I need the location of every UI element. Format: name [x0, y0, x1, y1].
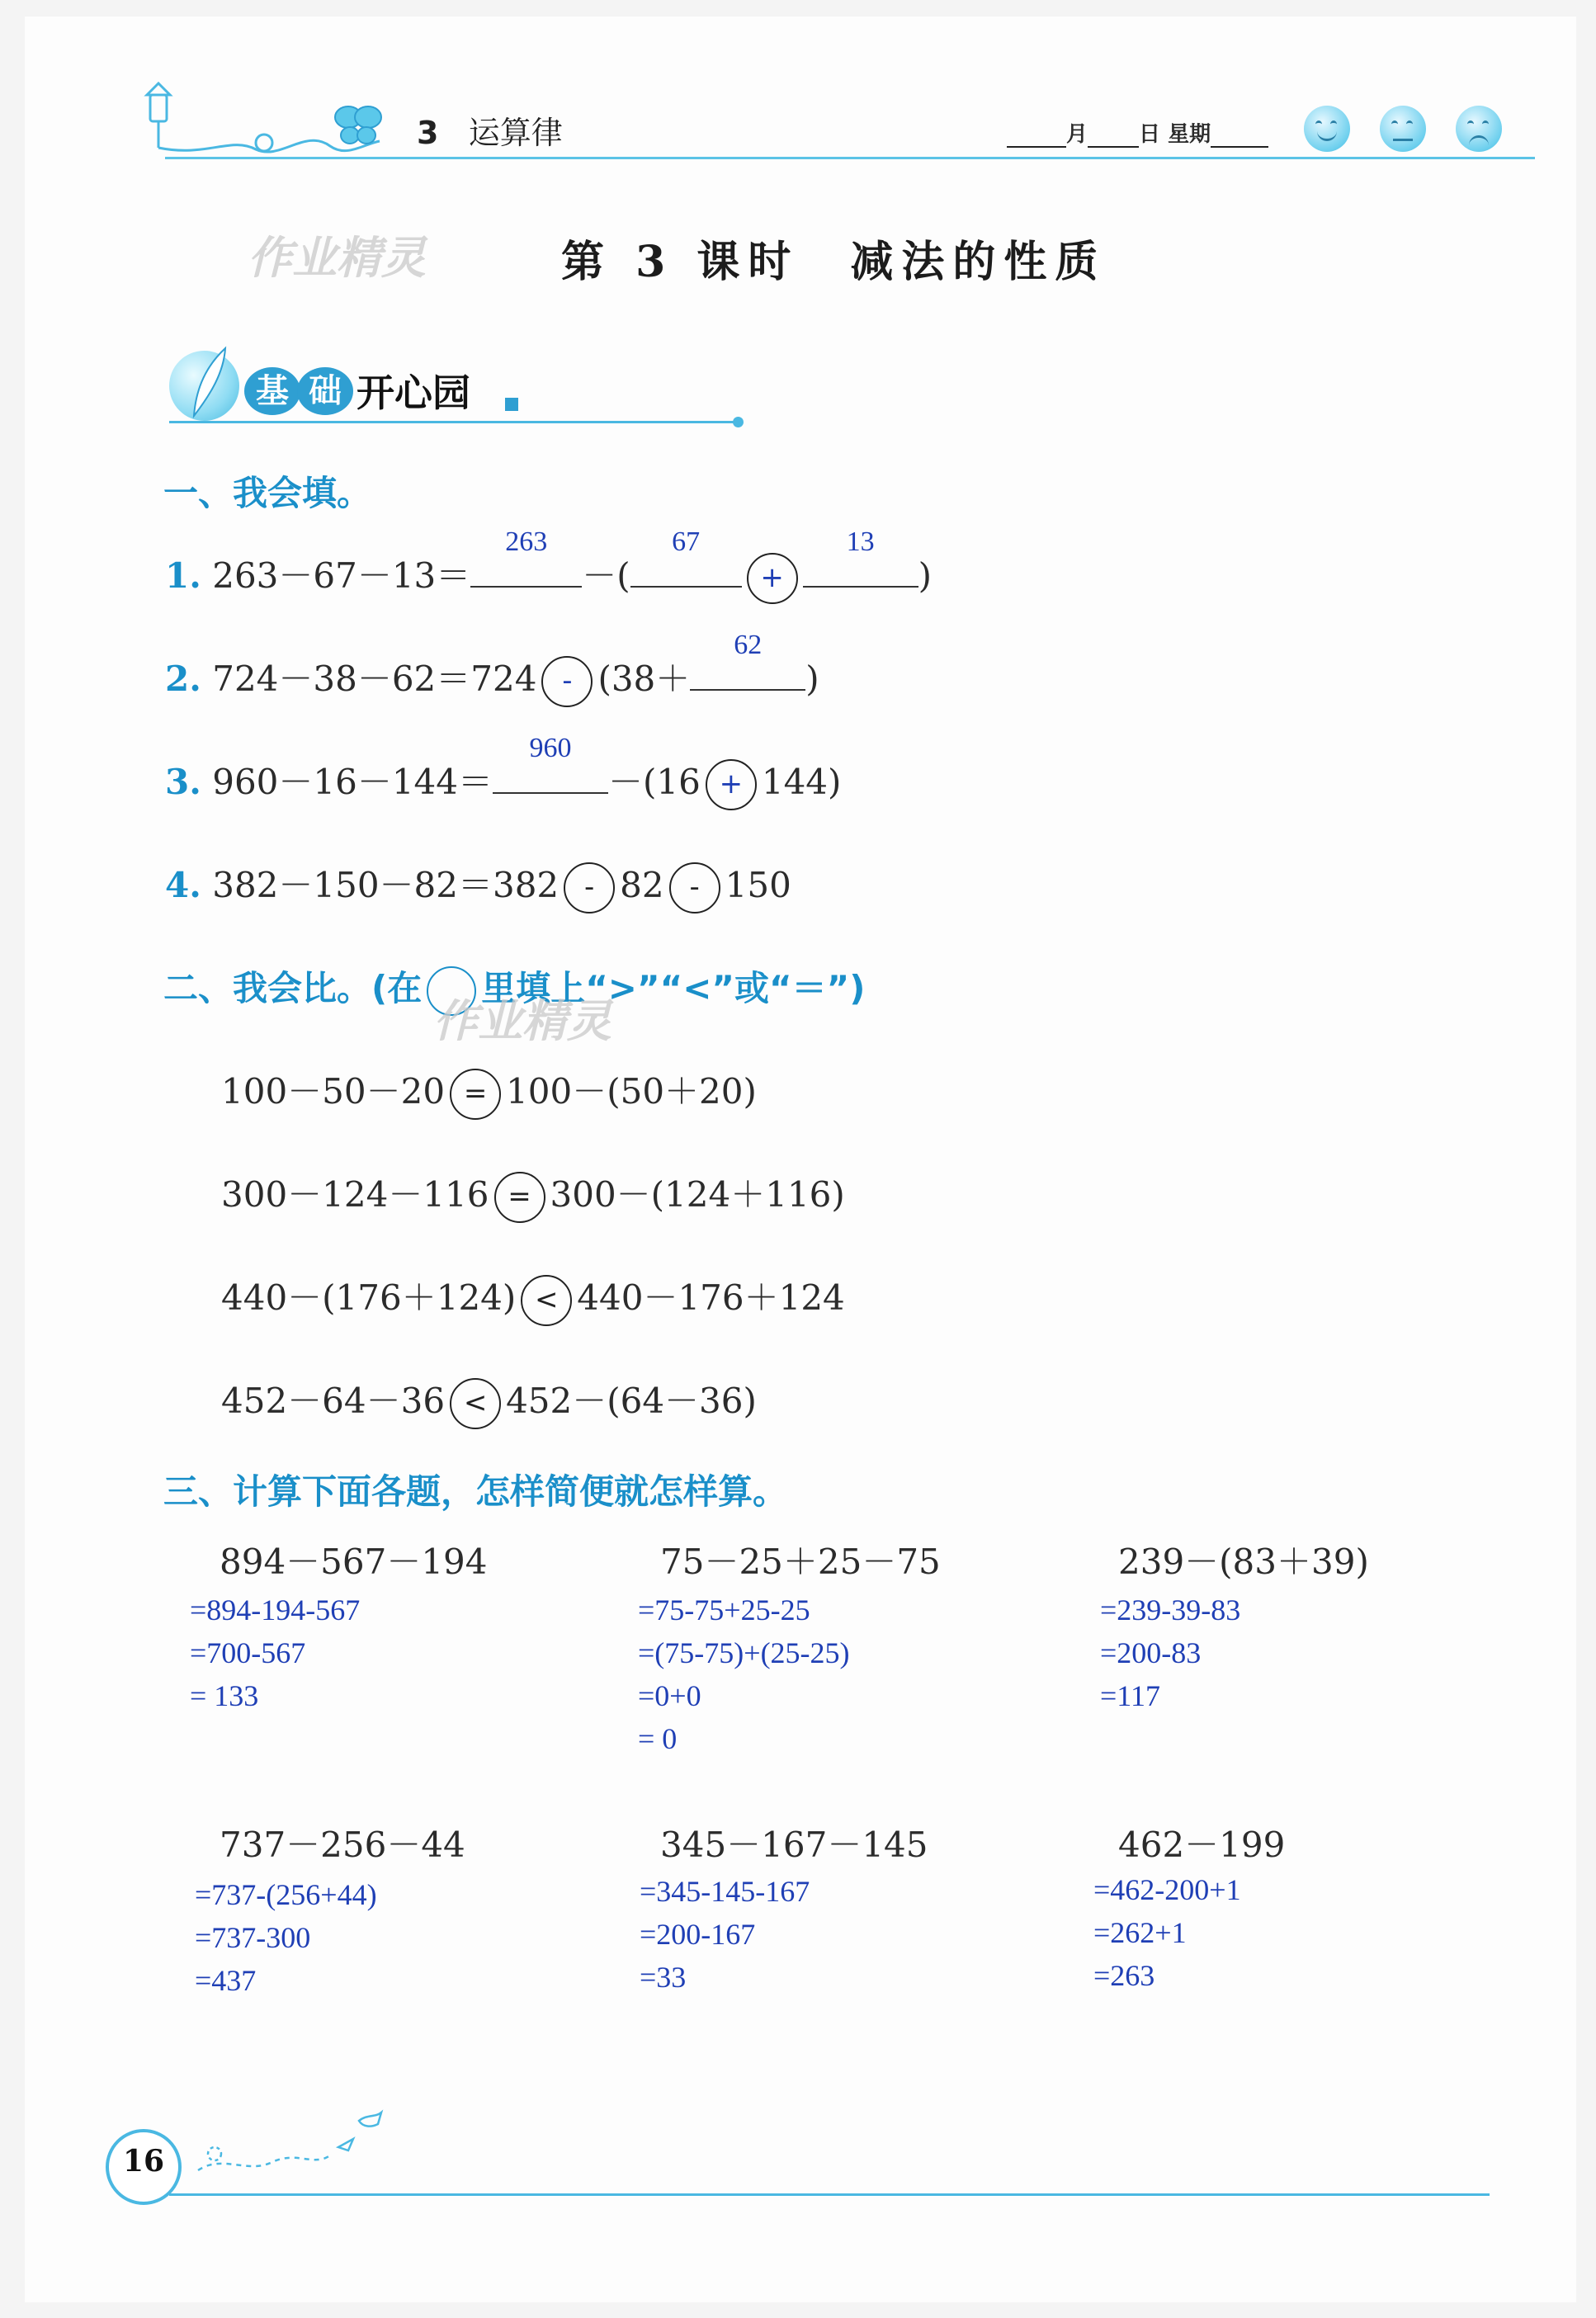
answer-blank[interactable] — [630, 526, 742, 588]
solution-step: =0+0 — [638, 1679, 701, 1712]
solution-step: =(75-75)+(25-25) — [638, 1636, 850, 1669]
mood-happy-icon[interactable] — [1304, 106, 1350, 152]
compare-right: 452－(64－36) — [506, 1381, 757, 1421]
solution-step: =117 — [1100, 1679, 1160, 1712]
banner-underline — [169, 421, 739, 423]
compare-right: 100－(50＋20) — [506, 1071, 757, 1112]
compare-left: 440－(176＋124) — [221, 1277, 517, 1318]
month-label: 月 — [1066, 122, 1088, 147]
problem-expression: 894－567－194 — [220, 1541, 488, 1582]
expression-text: 724－38－62＝724 — [212, 659, 537, 699]
solution-step: =263 — [1093, 1959, 1155, 1992]
expression-text: 150 — [725, 865, 791, 905]
answer-text: 67 — [672, 526, 701, 557]
watermark: 作业精灵 — [248, 232, 426, 284]
compare-right: 300－(124＋116) — [550, 1174, 845, 1215]
solution-step: =737-(256+44) — [195, 1878, 377, 1911]
solution-step: = 133 — [190, 1679, 259, 1712]
problem-expression: 462－199 — [1118, 1825, 1286, 1865]
answer-blank[interactable] — [690, 630, 805, 691]
operator-circle[interactable]: - — [541, 656, 593, 707]
month-blank[interactable] — [1007, 128, 1066, 148]
fill-question-2 — [165, 630, 819, 707]
answer-text: 960 — [529, 733, 572, 763]
solution-step: =345-145-167 — [640, 1875, 810, 1908]
compare-left: 100－50－20 — [221, 1071, 446, 1112]
section3-heading: 三、计算下面各题，怎样简便就怎样算。 — [163, 1471, 788, 1512]
solution-step: =33 — [640, 1961, 687, 1994]
footer-divider — [169, 2193, 1490, 2196]
answer-blank[interactable] — [493, 733, 608, 794]
solution-step: =200-167 — [640, 1918, 756, 1951]
bird-trail-decoration-icon — [190, 2096, 396, 2179]
weekday-blank[interactable] — [1211, 128, 1268, 148]
butterfly-icon — [330, 97, 388, 155]
section2-heading-end: 里填上“>”“<”或“＝”) — [481, 968, 866, 1008]
compare-right: 440－176＋124 — [577, 1277, 845, 1318]
problem-expression: 737－256－44 — [220, 1825, 465, 1865]
section2-heading-start: 二、我会比。(在 — [163, 968, 423, 1008]
solution-work[interactable] — [195, 1873, 377, 2002]
expression-text: (38＋ — [597, 659, 691, 699]
solution-step: =262+1 — [1093, 1916, 1187, 1949]
day-label: 日 — [1139, 122, 1161, 147]
unit-number: 3 — [417, 115, 439, 151]
question-number: 2. — [165, 659, 201, 699]
question-number: 3. — [165, 762, 201, 802]
expression-text: 144) — [761, 762, 842, 802]
solution-work[interactable] — [190, 1589, 360, 1717]
solution-step: =437 — [195, 1964, 257, 1997]
solution-work[interactable] — [640, 1870, 810, 1999]
banner-dot-icon — [733, 417, 744, 427]
compare-left: 452－64－36 — [221, 1381, 446, 1421]
operator-circle[interactable]: - — [669, 862, 720, 914]
lesson-title: 第 3 课时 减法的性质 — [561, 237, 1107, 287]
operator-circle[interactable]: + — [747, 553, 798, 604]
banner-title: 开心园 — [357, 371, 470, 415]
mood-neutral-icon[interactable] — [1380, 106, 1426, 152]
day-blank[interactable] — [1088, 128, 1139, 148]
header-divider — [165, 157, 1535, 159]
expression-text: ) — [918, 555, 933, 596]
answer-text: 62 — [734, 630, 763, 660]
answer-text: 263 — [505, 526, 548, 557]
quill-icon — [186, 345, 235, 419]
compare-left: 300－124－116 — [221, 1174, 489, 1215]
banner-square-icon — [505, 398, 518, 411]
unit-heading — [417, 107, 563, 153]
solution-step: = 0 — [638, 1722, 678, 1755]
problem-expression: 239－(83＋39) — [1118, 1541, 1369, 1582]
fill-question-4 — [165, 858, 791, 914]
solution-work[interactable] — [638, 1589, 850, 1760]
compare-row-4 — [221, 1374, 757, 1429]
compare-sign-circle[interactable]: < — [450, 1378, 501, 1429]
compare-sign-circle[interactable]: < — [521, 1275, 572, 1326]
expression-text: 263－67－13＝ — [212, 555, 471, 596]
operator-circle[interactable]: + — [706, 759, 757, 810]
expression-text: 382－150－82＝382 — [212, 865, 560, 905]
problem-expression: 345－167－145 — [660, 1825, 928, 1865]
answer-blank[interactable] — [803, 526, 918, 588]
banner-char-ji: 基 — [244, 367, 300, 415]
section1-heading: 一、我会填。 — [163, 473, 372, 513]
compare-row-2 — [221, 1168, 845, 1223]
solution-step: =239-39-83 — [1100, 1593, 1241, 1626]
solution-step: =200-83 — [1100, 1636, 1202, 1669]
answer-text: 13 — [846, 526, 875, 557]
weekday-label: 星期 — [1168, 122, 1211, 147]
answer-blank[interactable] — [470, 526, 582, 588]
expression-text: －( — [582, 555, 630, 596]
solution-step: =75-75+25-25 — [638, 1593, 810, 1626]
solution-step: =462-200+1 — [1093, 1873, 1241, 1906]
date-fields — [1007, 117, 1268, 148]
expression-text: ) — [805, 659, 819, 699]
expression-text: －(16 — [608, 762, 701, 802]
fill-question-1 — [165, 526, 933, 604]
solution-work[interactable] — [1093, 1868, 1241, 1997]
unit-title: 运算律 — [468, 115, 563, 151]
fill-question-3 — [165, 733, 842, 810]
question-number: 1. — [165, 555, 201, 596]
question-number: 4. — [165, 865, 201, 905]
page-number: 16 — [122, 2144, 165, 2179]
compare-sign-circle[interactable]: = — [494, 1172, 545, 1223]
compare-sign-circle[interactable]: = — [450, 1069, 501, 1120]
solution-step: =737-300 — [195, 1921, 311, 1954]
compare-row-1 — [221, 1065, 757, 1120]
mood-sad-icon[interactable] — [1456, 106, 1502, 152]
problem-expression: 75－25＋25－75 — [660, 1541, 941, 1582]
watermark: 作业精灵 — [433, 995, 611, 1047]
solution-work[interactable] — [1100, 1589, 1240, 1717]
solution-step: =894-194-567 — [190, 1593, 361, 1626]
expression-text: 82 — [620, 865, 664, 905]
solution-step: =700-567 — [190, 1636, 306, 1669]
compare-row-3 — [221, 1271, 845, 1326]
expression-text: 960－16－144＝ — [212, 762, 493, 802]
banner-char-chu: 础 — [297, 367, 353, 415]
operator-circle[interactable]: - — [564, 862, 615, 914]
